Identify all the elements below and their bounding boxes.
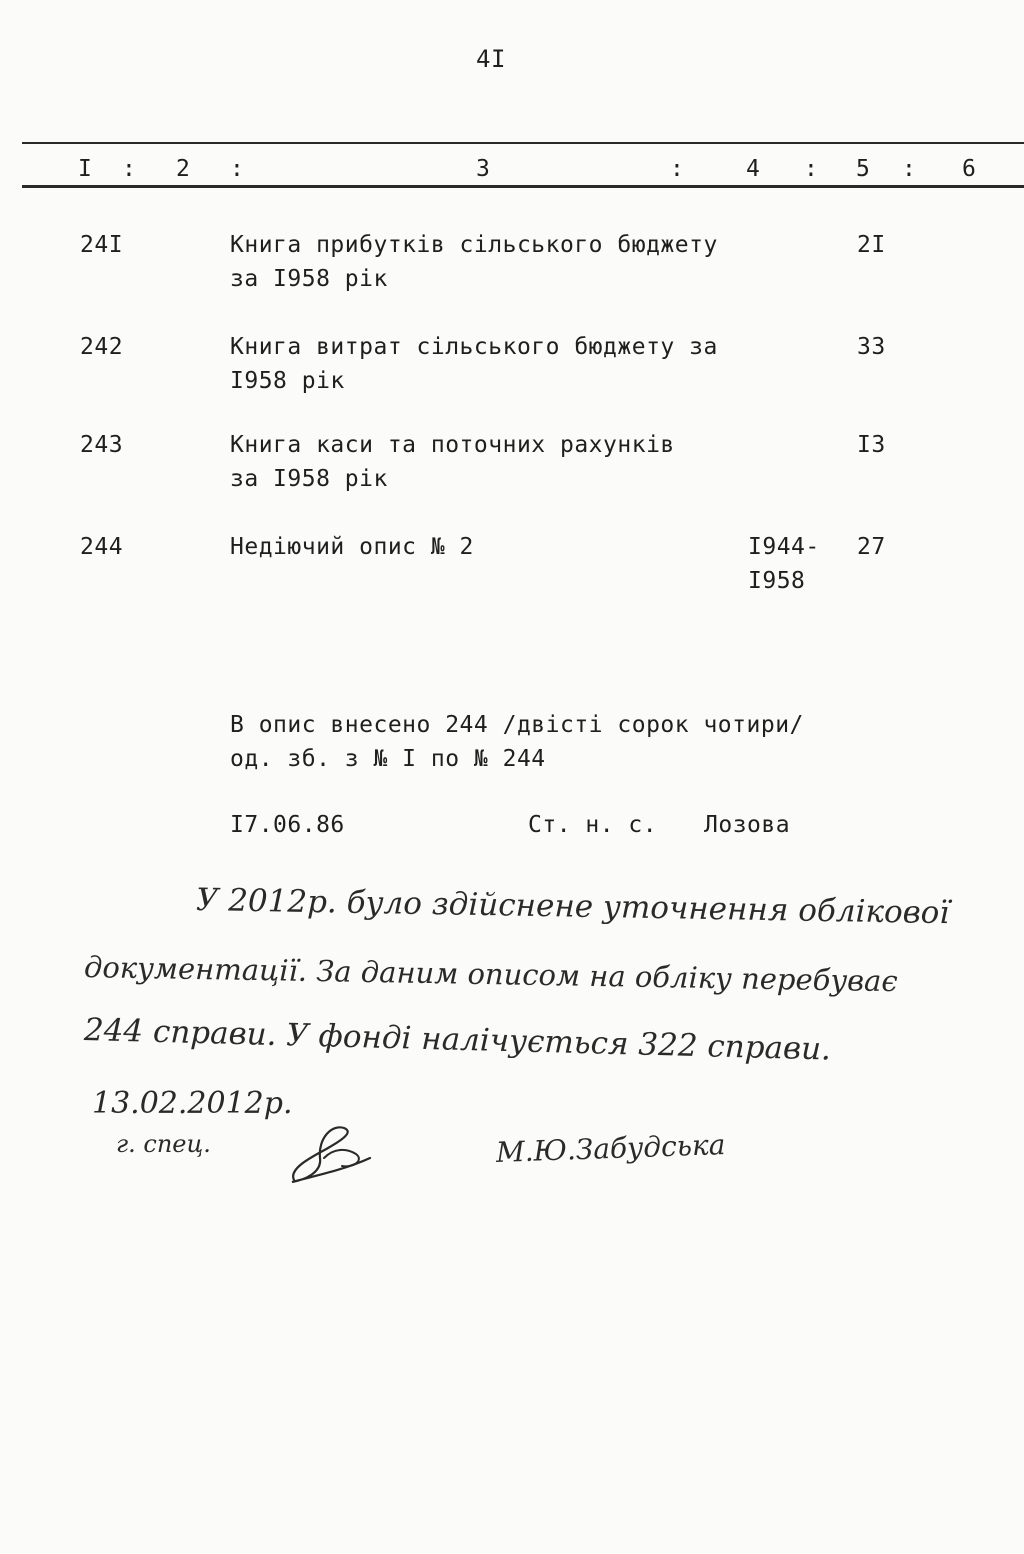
row-sheet-count: 33 <box>857 334 886 360</box>
row-title-line: Книга каси та поточних рахунків <box>230 432 675 458</box>
row-number: 243 <box>80 432 124 458</box>
handwritten-line: документації. За даним описом на обліку перебуває <box>83 950 898 999</box>
row-sheet-count: 2I <box>857 232 886 258</box>
signer-position: Ст. н. с. <box>528 812 658 838</box>
row-sheet-count: I3 <box>857 432 886 458</box>
header-col-6: 6 <box>962 156 977 182</box>
header-sep: : <box>804 156 819 182</box>
row-sheet-count: 27 <box>857 534 886 560</box>
handwritten-signer: М.Ю.Забудська <box>495 1128 726 1169</box>
row-title-line: за I958 рік <box>230 466 388 492</box>
row-title-line: за I958 рік <box>230 266 388 292</box>
row-title-line: I958 рік <box>230 368 345 394</box>
header-rule-top <box>22 142 1024 144</box>
header-col-3: 3 <box>476 156 491 182</box>
row-title-line: Недіючий опис № 2 <box>230 534 474 560</box>
header-col-5: 5 <box>856 156 871 182</box>
header-col-1: I <box>78 156 93 182</box>
row-number: 244 <box>80 534 124 560</box>
header-col-2: 2 <box>176 156 191 182</box>
handwritten-role: г. спец. <box>116 1130 211 1158</box>
row-title-line: Книга витрат сільського бюджету за <box>230 334 718 360</box>
header-sep: : <box>122 156 137 182</box>
row-dates-line: I958 <box>748 568 806 594</box>
row-title-line: Книга прибутків сільського бюджету <box>230 232 718 258</box>
handwritten-date: 13.02.2012р. <box>92 1086 293 1121</box>
signer-name: Лозова <box>704 812 791 838</box>
header-sep: : <box>902 156 917 182</box>
summary-line: од. зб. з № I по № 244 <box>230 746 546 772</box>
signature-mark <box>284 1118 376 1188</box>
header-sep: : <box>670 156 685 182</box>
row-dates-line: I944- <box>748 534 820 560</box>
handwritten-line: 244 справи. У фонді налічується 322 справи. <box>83 1012 832 1068</box>
row-number: 242 <box>80 334 124 360</box>
page-number: 4I <box>476 45 506 73</box>
summary-line: В опис внесено 244 /двісті сорок чотири/ <box>230 712 804 738</box>
header-sep: : <box>230 156 245 182</box>
handwritten-line: У 2012р. було здійснене уточнення облікової <box>195 882 950 932</box>
header-rule-bottom <box>22 185 1024 188</box>
compilation-date: I7.06.86 <box>230 812 345 838</box>
row-number: 24I <box>80 232 124 258</box>
header-col-4: 4 <box>746 156 761 182</box>
